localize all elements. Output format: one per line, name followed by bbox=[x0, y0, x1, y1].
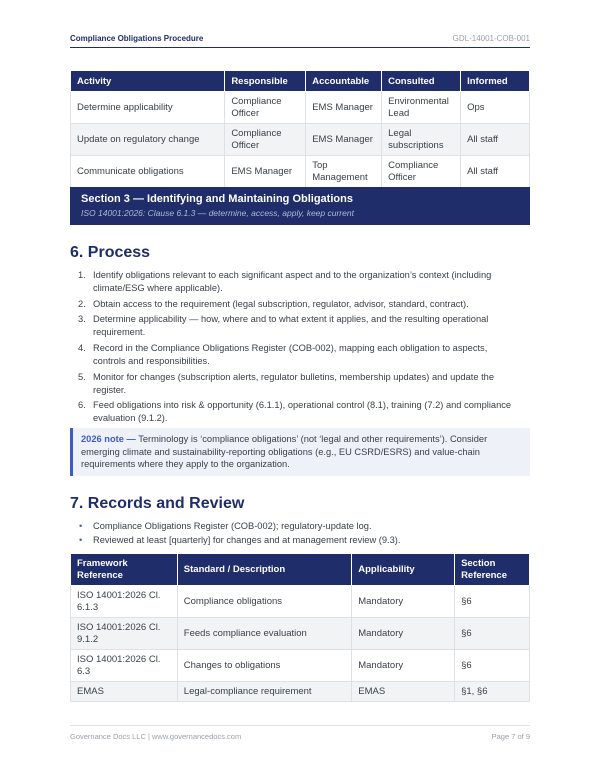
raci-table bbox=[70, 70, 530, 188]
table-cell: Compliance Officer bbox=[225, 124, 306, 156]
list-item bbox=[78, 520, 518, 533]
table-cell: ISO 14001:2026 Cl. 6.1.3 bbox=[71, 586, 178, 618]
list-item: 2. Obtain access to the requirement (legal subscription, regulator, advisor, standard, contract). bbox=[78, 298, 469, 309]
records-heading: 7. Records and Review bbox=[70, 495, 245, 512]
ref-header-applicability: Applicability bbox=[352, 554, 455, 586]
table-row bbox=[71, 124, 530, 156]
table-cell: Communicate obligations bbox=[71, 156, 225, 188]
table-cell: Mandatory bbox=[352, 618, 455, 650]
table-cell: §6 bbox=[455, 650, 530, 682]
list-item-text: Reviewed at least [quarterly] for changes and at management review (9.3). bbox=[93, 535, 401, 546]
footer-company: Governance Docs LLC | www.governancedocs.com bbox=[70, 732, 242, 741]
process-steps-list bbox=[78, 269, 518, 428]
table-cell: ISO 14001:2026 Cl. 6.3 bbox=[71, 650, 178, 682]
document-title: Compliance Obligations Procedure bbox=[70, 34, 204, 43]
list-item: 5. Monitor for changes (subscription alerts, regulator bulletins, membership updates) and update the register. bbox=[78, 371, 495, 395]
table-cell: Update on regulatory change bbox=[71, 124, 225, 156]
table-cell: Ops bbox=[461, 92, 530, 124]
table-cell: EMS Manager bbox=[225, 156, 306, 188]
list-item-text: Identify obligations relevant to each significant aspect and to the organization’s context (including climate/ESG where applicable). bbox=[93, 270, 492, 293]
note-callout bbox=[70, 428, 530, 476]
list-item-text: Record in the Compliance Obligations Register (COB-002), mapping each obligation to aspects, controls and responsibilities. bbox=[93, 343, 488, 366]
framework-reference-table bbox=[70, 553, 530, 702]
table-cell: §6 bbox=[455, 586, 530, 618]
table-row bbox=[71, 682, 530, 702]
raci-header-consulted: Consulted bbox=[382, 71, 461, 92]
list-item-text: Monitor for changes (subscription alerts, regulator bulletins, membership updates) and update the register. bbox=[93, 371, 495, 395]
section-title: Section 3 — Identifying and Maintaining Obligations bbox=[81, 193, 353, 205]
raci-header-informed: Informed bbox=[461, 71, 530, 92]
list-item: 3. Determine applicability — how, where and to what extent it applies, and the resulting operational requirement. bbox=[78, 314, 489, 338]
table-row bbox=[71, 156, 530, 188]
table-cell: Compliance obligations bbox=[177, 586, 351, 618]
table-cell: Environmental Lead bbox=[382, 92, 461, 124]
section-subtitle: ISO 14001:2026: Clause 6.1.3 — determine, access, apply, keep current bbox=[81, 208, 354, 218]
table-cell: Legal-compliance requirement bbox=[177, 682, 351, 702]
table-cell: Changes to obligations bbox=[177, 650, 351, 682]
section-banner bbox=[70, 187, 530, 225]
list-item: 6. Feed obligations into risk & opportunity (6.1.1), operational control (8.1), training (7.2) and compliance evaluation (9.1.2). bbox=[78, 400, 512, 424]
table-cell: Legal subscriptions bbox=[382, 124, 461, 156]
table-cell: Feeds compliance evaluation bbox=[177, 618, 351, 650]
list-item-text: Compliance Obligations Register (COB-002); regulatory-update log. bbox=[93, 521, 372, 531]
table-cell: Mandatory bbox=[352, 586, 455, 618]
table-cell: ISO 14001:2026 Cl. 9.1.2 bbox=[71, 618, 178, 650]
table-cell: EMAS bbox=[71, 682, 178, 702]
footer-divider bbox=[70, 725, 530, 726]
raci-header-row bbox=[71, 71, 530, 92]
table-cell: All staff bbox=[461, 156, 530, 188]
list-item bbox=[78, 534, 518, 547]
raci-header-responsible: Responsible bbox=[225, 71, 306, 92]
document-code: GDL-14001-COB-001 bbox=[452, 34, 530, 43]
raci-header-accountable: Accountable bbox=[306, 71, 382, 92]
page-header bbox=[70, 34, 530, 43]
table-cell: EMS Manager bbox=[306, 92, 382, 124]
raci-header-activity: Activity bbox=[71, 71, 225, 92]
table-row bbox=[71, 650, 530, 682]
ref-header-standard: Standard / Description bbox=[177, 554, 351, 586]
table-cell: Mandatory bbox=[352, 650, 455, 682]
table-row bbox=[71, 618, 530, 650]
list-item: 1. Identify obligations relevant to each significant aspect and to the organization’s context (including climate/ESG where applicable). bbox=[78, 270, 492, 293]
ref-header-framework: Framework Reference bbox=[71, 554, 178, 586]
table-cell: Compliance Officer bbox=[225, 92, 306, 124]
bullet-icon: • bbox=[79, 521, 83, 531]
list-item-text: Obtain access to the requirement (legal subscription, regulator, advisor, standard, contract). bbox=[93, 298, 469, 309]
table-row bbox=[71, 586, 530, 618]
ref-header-row bbox=[71, 554, 530, 586]
process-heading: 6. Process bbox=[70, 244, 151, 261]
table-cell: Compliance Officer bbox=[382, 156, 461, 188]
header-divider bbox=[70, 47, 530, 48]
records-bullet-list bbox=[78, 520, 518, 548]
table-cell: All staff bbox=[461, 124, 530, 156]
note-text: Terminology is ‘compliance obligations’ (not ‘legal and other requirements’). Consider emerging climate and sustainability-reporting obligations (e.g., EU CSRD/ESRS) and value-chain requirements where they apply to the organization. bbox=[81, 434, 488, 470]
list-item: 4. Record in the Compliance Obligations Register (COB-002), mapping each obligation to aspects, controls and responsibilities. bbox=[78, 343, 488, 366]
table-cell: §6 bbox=[455, 618, 530, 650]
note-label: 2026 note — bbox=[81, 434, 136, 444]
table-cell: EMS Manager bbox=[306, 124, 382, 156]
table-cell: Determine applicability bbox=[71, 92, 225, 124]
table-row bbox=[71, 92, 530, 124]
bullet-icon: • bbox=[79, 535, 83, 546]
page-number: Page 7 of 9 bbox=[491, 732, 530, 741]
table-cell: §1, §6 bbox=[455, 682, 530, 702]
table-cell: EMAS bbox=[352, 682, 455, 702]
table-cell: Top Management bbox=[306, 156, 382, 188]
list-item-text: Feed obligations into risk & opportunity (6.1.1), operational control (8.1), training (7.2) and compliance evaluation (9.1.2). bbox=[93, 400, 512, 424]
ref-header-section: Section Reference bbox=[455, 554, 530, 586]
list-item-text: Determine applicability — how, where and to what extent it applies, and the resulting operational requirement. bbox=[93, 314, 489, 338]
page-footer bbox=[70, 732, 530, 741]
